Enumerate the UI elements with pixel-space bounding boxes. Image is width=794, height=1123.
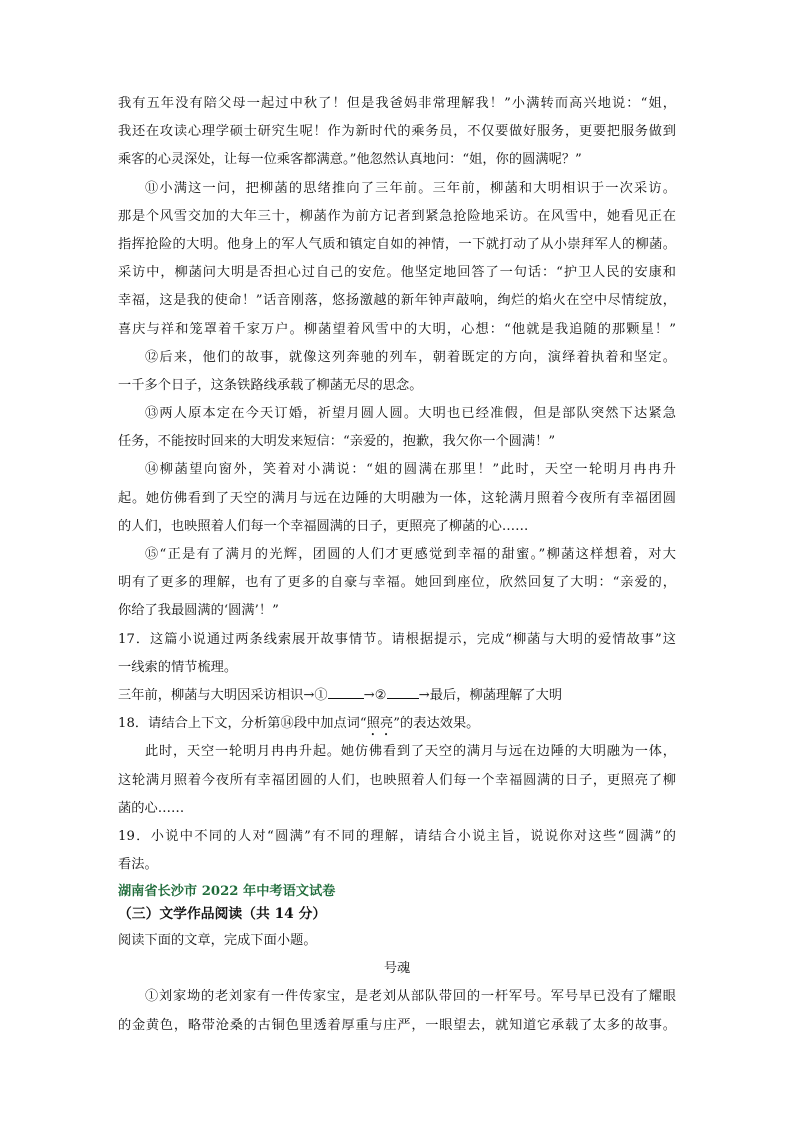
article-title: 号魂 — [383, 961, 411, 977]
emphasized-word: 照亮 — [366, 716, 394, 732]
section-title: （三）文学作品阅读（共 14 分） — [118, 906, 327, 923]
paragraph-15-line: ⑮“正是有了满月的光辉，团圆的人们才更感觉到幸福的甜蜜。”柳菡这样想着，对大 — [145, 547, 676, 562]
question-17-plot-chain — [118, 682, 676, 710]
answer-blank-2[interactable] — [387, 684, 419, 699]
passage-line: 乘客的心灵深处，让每一位乘客都满意。”他忽然认真地问：“姐，你的圆满呢？” — [118, 152, 582, 168]
exam-page — [118, 90, 676, 1040]
answer-blank-1[interactable] — [328, 684, 364, 699]
question-17 — [118, 626, 676, 711]
plot-chain-start: 三年前，柳菡与大明因采访相识→① — [118, 687, 328, 703]
question-19-prompt: 19．小说中不同的人对“圆满”有不同的理解，请结合小说主旨，说说你对这些“圆满”的 — [118, 828, 676, 844]
paragraph-12-line: ⑫后来，他们的故事，就像这列奔驰的列车，朝着既定的方向，演绎着执着和坚定。 — [145, 349, 676, 365]
article-line: ①刘家坳的老刘家有一件传家宝，是老刘从部队带回的一杆军号。军号早已没有了耀眼 — [145, 989, 676, 1005]
passage-line: 我还在攻读心理学硕士研究生呢！作为新时代的乘务员，不仅要做好服务，更要把服务做到 — [118, 124, 676, 140]
exam-source-heading: 湖南省长沙市 2022 年中考语文试卷 — [118, 884, 336, 900]
question-18 — [118, 710, 676, 823]
question-19 — [118, 823, 676, 879]
passage-line: 幸福，这是我的使命！”话音刚落，悠扬激越的新年钟声敲响，绚烂的焰火在空中尽情绽放， — [118, 293, 676, 309]
passage-line: 的人们，也映照着人们每一个幸福圆满的日子，更照亮了柳菡的心…… — [118, 518, 529, 534]
paragraph-14-line: ⑭柳菡望向窗外，笑着对小满说：“姐的圆满在那里！”此时，天空一轮明月冉冉升 — [145, 462, 676, 478]
next-exam-section — [118, 883, 676, 1040]
question-18-prompt-prefix: 18．请结合上下文，分析第⑭段中加点词“ — [118, 716, 367, 732]
passage-line: 指挥抢险的大明。他身上的军人气质和镇定自如的神情，一下就打动了从小崇拜军人的柳菡。 — [118, 236, 676, 252]
question-18-quote-line: 这轮满月照着今夜所有幸福团圆的人们，也映照着人们每一个幸福圆满的日子，更照亮了柳 — [118, 772, 676, 788]
passage-line: 喜庆与祥和笼罩着千家万户。柳菡望着风雪中的大明，心想：“他就是我追随的那颗星！” — [118, 321, 676, 337]
passage-line: 一千多个日子，这条铁路线承载了柳菡无尽的思念。 — [118, 377, 423, 393]
passage-line: 任务，不能按时回来的大明发来短信：“亲爱的，抱歉，我欠你一个圆满！” — [118, 434, 556, 450]
question-18-quote-line: 菡的心…… — [118, 800, 185, 816]
passage-line: 你给了我最圆满的‘圆满’！” — [118, 603, 279, 619]
question-17-prompt: 17．这篇小说通过两条线索展开故事情节。请根据提示，完成“柳菡与大明的爱情故事”这 — [118, 631, 676, 647]
question-18-prompt — [118, 710, 676, 738]
reading-instruction: 阅读下面的文章，完成下面小题。 — [118, 933, 317, 949]
passage-line: 明有了更多的理解，也有了更多的自豪与幸福。她回到座位，欣然回复了大明：“亲爱的， — [118, 575, 676, 591]
story-passage — [118, 90, 676, 626]
passage-line: 起。她仿佛看到了天空的满月与远在边陲的大明融为一体，这轮满月照着今夜所有幸福团圆 — [118, 490, 676, 506]
question-17-prompt-cont: 一线索的情节梳理。 — [118, 659, 238, 675]
paragraph-11-line: ⑪小满这一问，把柳菡的思绪推向了三年前。三年前，柳菡和大明相识于一次采访。 — [145, 180, 676, 196]
question-19-prompt-cont: 看法。 — [118, 857, 158, 873]
passage-line: 采访中，柳菡问大明是否担心过自己的安危。他坚定地回答了一句话：“护卫人民的安康和 — [118, 265, 676, 281]
question-18-prompt-suffix: ”的表达效果。 — [393, 716, 480, 732]
plot-chain-middle: →② — [363, 687, 387, 703]
passage-line: 我有五年没有陪父母一起过中秋了！但是我爸妈非常理解我！”小满转而高兴地说：“姐， — [118, 96, 676, 111]
question-18-quote-line: 此时，天空一轮明月冉冉升起。她仿佛看到了天空的满月与远在边陲的大明融为一体， — [145, 744, 676, 760]
article-line: 的金黄色，略带沧桑的古铜色里透着厚重与庄严，一眼望去，就知道它承载了太多的故事。 — [118, 1017, 676, 1033]
passage-line: 那是个风雪交加的大年三十，柳菡作为前方记者到紧急抢险地采访。在风雪中，她看见正在 — [118, 208, 676, 224]
paragraph-13-line: ⑬两人原本定在今天订婚，祈望月圆人圆。大明也已经准假，但是部队突然下达紧急 — [145, 406, 676, 422]
plot-chain-end: →最后，柳菡理解了大明 — [418, 687, 563, 703]
